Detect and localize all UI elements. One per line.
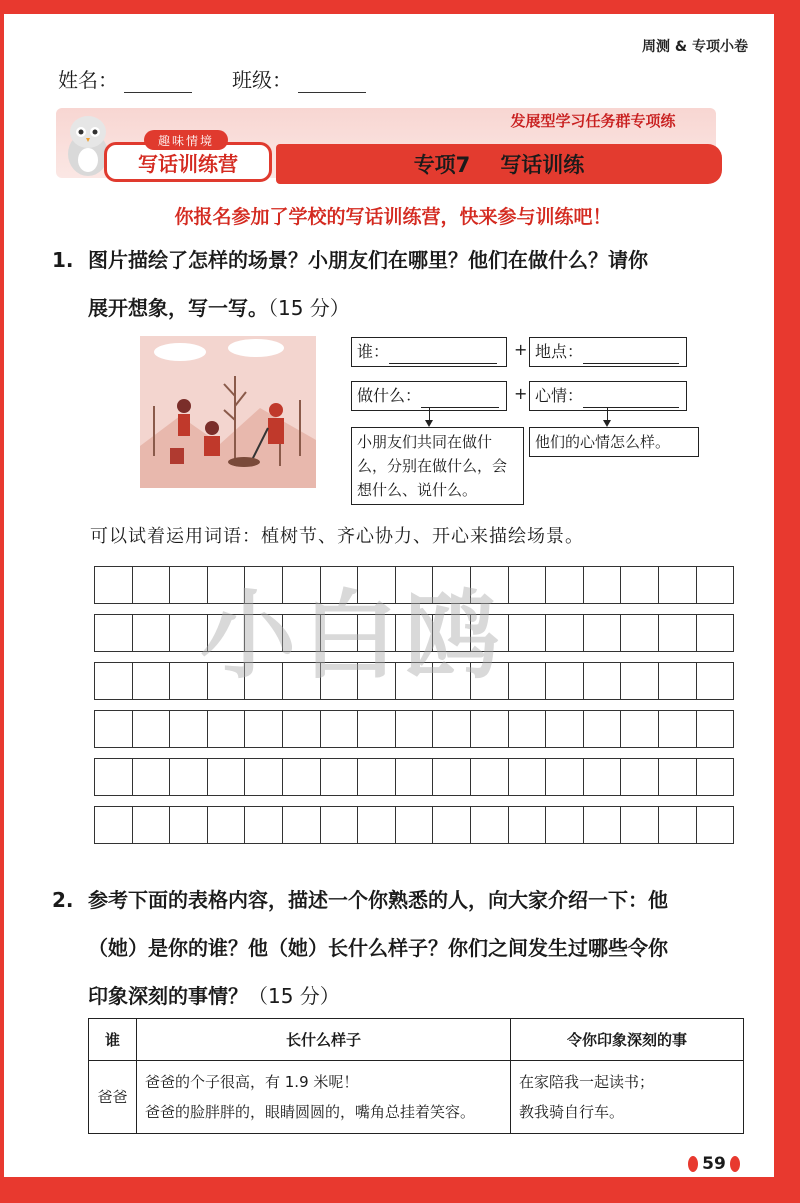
question-2-line1: 参考下面的表格内容，描述一个你熟悉的人，向大家介绍一下：他 bbox=[88, 888, 668, 912]
page-number bbox=[688, 1150, 740, 1178]
camp-title: 写话训练营 bbox=[138, 151, 238, 176]
events-line-1: 在家陪我一起读书； bbox=[519, 1073, 655, 1091]
question-2-number: 2. bbox=[52, 888, 74, 912]
looks-line-2: 爸爸的脸胖胖的，眼睛圆圆的，嘴角总挂着笑容。 bbox=[145, 1103, 476, 1121]
tip-left-text: 小朋友们共同在做什么，分别在做什么，会想什么、说什么。 bbox=[357, 433, 508, 499]
what-label: 做什么： bbox=[357, 386, 422, 405]
grid-row[interactable] bbox=[94, 758, 734, 796]
red-border-bottom bbox=[0, 1177, 800, 1203]
watermark: 小白鸥 bbox=[200, 580, 506, 692]
banner-subtitle: 发展型学习任务群专项练 bbox=[510, 112, 676, 130]
red-border-top bbox=[0, 0, 800, 14]
question-2-line3: 印象深刻的事情？ bbox=[88, 984, 248, 1008]
mood-box[interactable] bbox=[529, 381, 687, 411]
where-label: 地点： bbox=[535, 342, 584, 361]
intro-text: 你报名参加了学校的写话训练营，快来参与训练吧！ bbox=[174, 206, 612, 228]
tip-box-right bbox=[529, 427, 699, 457]
class-label: 班级： bbox=[232, 68, 292, 92]
name-label: 姓名： bbox=[58, 68, 118, 92]
question-1-line2: 展开想象，写一写。 bbox=[88, 296, 268, 320]
table-header-row bbox=[89, 1019, 744, 1061]
events-line-2: 教我骑自行车。 bbox=[519, 1103, 625, 1121]
question-1 bbox=[52, 236, 752, 332]
name-field bbox=[58, 64, 192, 93]
plus-sign-2: + bbox=[514, 384, 528, 403]
topic-number: 专项7 bbox=[413, 153, 471, 177]
topic-bar bbox=[276, 144, 722, 184]
grid-row[interactable] bbox=[94, 710, 734, 748]
topic-title: 写话训练 bbox=[500, 153, 585, 177]
class-field bbox=[232, 64, 366, 93]
student-info-row bbox=[58, 64, 366, 93]
cell-events bbox=[511, 1061, 744, 1134]
class-blank[interactable] bbox=[298, 71, 366, 93]
writing-grid[interactable] bbox=[94, 566, 734, 854]
cell-looks bbox=[137, 1061, 511, 1134]
red-border-left bbox=[0, 0, 4, 1203]
question-1-number: 1. bbox=[52, 248, 74, 272]
plus-sign-1: + bbox=[514, 340, 528, 359]
where-box[interactable] bbox=[529, 337, 687, 367]
tip-box-left bbox=[351, 427, 524, 505]
red-border-right bbox=[774, 0, 800, 1203]
page-number-text: 59 bbox=[702, 1154, 726, 1174]
arrow-down-icon bbox=[429, 407, 430, 425]
word-hint: 可以试着运用词语：植树节、齐心协力、开心来描绘场景。 bbox=[90, 526, 584, 547]
who-blank[interactable] bbox=[389, 346, 497, 364]
grid-row[interactable] bbox=[94, 614, 734, 652]
question-1-line1: 图片描绘了怎样的场景？小朋友们在哪里？他们在做什么？请你 bbox=[88, 248, 648, 272]
section-tag: 周测 & 专项小卷 bbox=[642, 39, 748, 55]
grid-row[interactable] bbox=[94, 806, 734, 844]
tree-planting-illustration bbox=[140, 336, 316, 488]
where-blank[interactable] bbox=[583, 346, 679, 364]
header-who: 谁 bbox=[89, 1019, 137, 1061]
arrow-down-icon bbox=[607, 407, 608, 425]
mood-blank[interactable] bbox=[583, 390, 679, 408]
who-box[interactable] bbox=[351, 337, 507, 367]
mood-label: 心情： bbox=[535, 386, 584, 405]
question-2-line2: （她）是你的谁？他（她）长什么样子？你们之间发生过哪些令你 bbox=[88, 936, 668, 960]
question-2 bbox=[52, 876, 752, 1020]
who-label: 谁： bbox=[357, 342, 390, 361]
reference-table bbox=[88, 1018, 744, 1134]
looks-line-1: 爸爸的个子很高，有 1.9 米呢！ bbox=[145, 1073, 359, 1091]
header-looks: 长什么样子 bbox=[137, 1019, 511, 1061]
name-blank[interactable] bbox=[124, 71, 192, 93]
grid-row[interactable] bbox=[94, 662, 734, 700]
grid-row[interactable] bbox=[94, 566, 734, 604]
question-1-score: （15 分） bbox=[268, 296, 350, 320]
cell-who: 爸爸 bbox=[89, 1061, 137, 1134]
camp-pill: 趣味情境 bbox=[144, 130, 228, 150]
what-blank[interactable] bbox=[421, 390, 499, 408]
table-row bbox=[89, 1061, 744, 1134]
question-2-score: （15 分） bbox=[248, 984, 340, 1008]
header-events: 令你印象深刻的事 bbox=[511, 1019, 744, 1061]
tip-right-text: 他们的心情怎么样。 bbox=[535, 433, 671, 451]
